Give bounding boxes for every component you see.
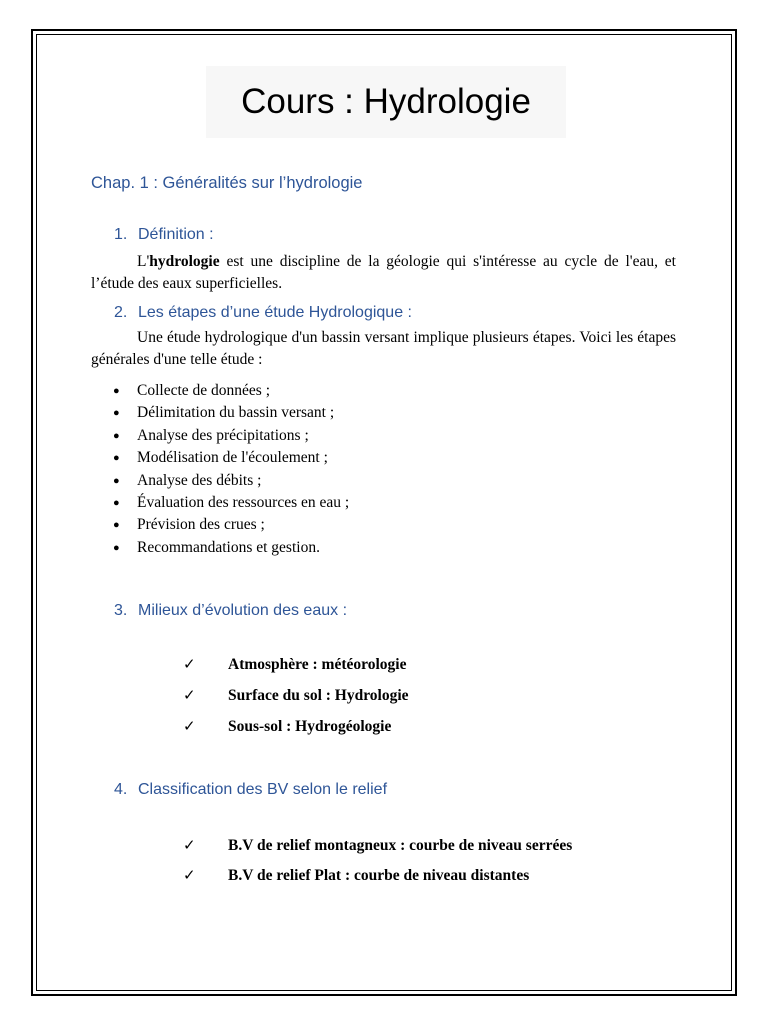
list-item: ✓ B.V de relief montagneux : courbe de niveau serrées — [183, 836, 573, 854]
etapes-list — [113, 380, 349, 559]
section-definition — [114, 226, 214, 244]
list-item: ● Analyse des précipitations ; — [113, 425, 349, 447]
bullet-icon: ● — [113, 496, 120, 509]
check-icon: ✓ — [183, 655, 196, 673]
list-item: ✓ B.V de relief Plat : courbe de niveau distantes — [183, 866, 530, 884]
chapter-heading: Chap. 1 : Généralités sur l’hydrologie — [91, 174, 363, 192]
list-item: ✓ Atmosphère : météorologie — [183, 655, 407, 673]
section-etapes — [114, 304, 412, 322]
check-icon: ✓ — [183, 866, 196, 884]
list-item: ● Évaluation des ressources en eau ; — [113, 492, 349, 514]
definition-paragraph — [91, 251, 676, 295]
bullet-icon: ● — [113, 452, 120, 465]
list-item: ● Délimitation du bassin versant ; — [113, 402, 349, 424]
list-item: ● Modélisation de l'écoulement ; — [113, 447, 349, 469]
section-heading: Classification des BV selon le relief — [138, 781, 388, 798]
section-heading: Définition : — [138, 226, 214, 243]
list-item: ● Prévision des crues ; — [113, 514, 349, 536]
page-title: Cours : Hydrologie — [241, 82, 531, 121]
definition-text: est une discipline de la géologie qui s'intéresse au cycle de l'eau, et l’étude des eaux superficielles. — [91, 253, 676, 292]
title-box — [206, 66, 566, 138]
list-item: ✓ Sous-sol : Hydrogéologie — [183, 717, 392, 735]
etapes-intro-text: Une étude hydrologique d'un bassin versant implique plusieurs étapes. Voici les étapes générales d'une telle étude : — [91, 329, 676, 368]
bullet-icon: ● — [113, 519, 120, 532]
bullet-icon: ● — [113, 474, 120, 487]
section-number: 3. — [114, 602, 128, 619]
list-item: ● Collecte de données ; — [113, 380, 349, 402]
section-number: 2. — [114, 304, 128, 321]
section-number: 1. — [114, 226, 128, 243]
list-item: ✓ Surface du sol : Hydrologie — [183, 686, 409, 704]
etapes-intro-paragraph — [91, 327, 676, 371]
classification-list — [183, 836, 572, 896]
section-heading: Milieux d’évolution des eaux : — [138, 602, 348, 619]
list-item: ● Recommandations et gestion. — [113, 537, 349, 559]
check-icon: ✓ — [183, 686, 196, 704]
definition-term: hydrologie — [149, 253, 220, 270]
check-icon: ✓ — [183, 717, 196, 735]
bullet-icon: ● — [113, 407, 120, 420]
section-number: 4. — [114, 781, 128, 798]
list-item: ● Analyse des débits ; — [113, 470, 349, 492]
section-milieux — [114, 602, 347, 620]
bullet-icon: ● — [113, 541, 120, 554]
bullet-icon: ● — [113, 429, 120, 442]
definition-prefix: L' — [137, 253, 150, 270]
section-classification — [114, 781, 387, 799]
bullet-icon: ● — [113, 385, 120, 397]
section-heading: Les étapes d’une étude Hydrologique : — [138, 304, 412, 321]
milieux-list — [183, 655, 409, 748]
check-icon: ✓ — [183, 836, 196, 854]
